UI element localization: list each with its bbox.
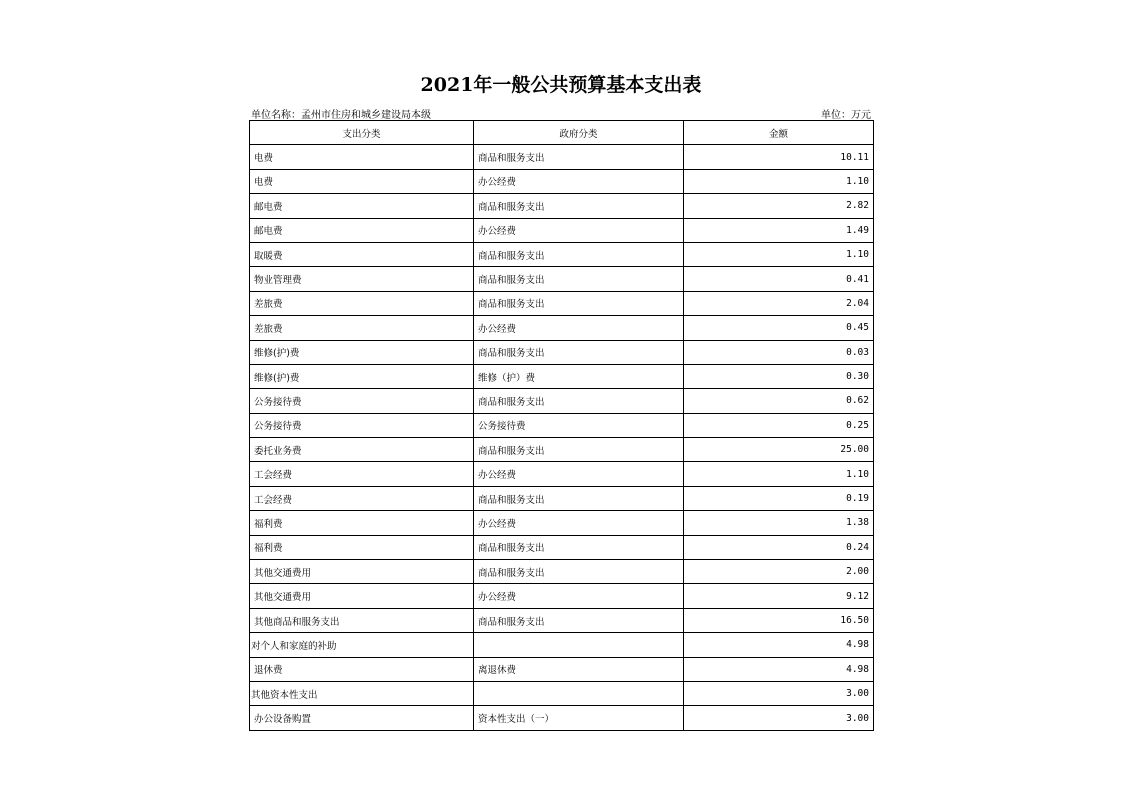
- table-row: [250, 462, 874, 486]
- cell-gov-category: 商品和服务支出: [474, 560, 684, 584]
- cell-gov-category: 商品和服务支出: [474, 486, 684, 510]
- cell-amount: 0.62: [684, 389, 874, 413]
- cell-expense-category: 物业管理费: [250, 267, 474, 291]
- table-row: [250, 389, 874, 413]
- cell-amount: 0.24: [684, 535, 874, 559]
- table-header-row: [250, 121, 874, 145]
- table-row: [250, 364, 874, 388]
- cell-expense-category: 其他资本性支出: [250, 681, 474, 705]
- cell-expense-category: 工会经费: [250, 486, 474, 510]
- cell-expense-category: 工会经费: [250, 462, 474, 486]
- cell-amount: 1.49: [684, 218, 874, 242]
- table-row: [250, 560, 874, 584]
- cell-amount: 1.10: [684, 462, 874, 486]
- cell-gov-category: 办公经费: [474, 511, 684, 535]
- cell-amount: 1.38: [684, 511, 874, 535]
- cell-expense-category: 差旅费: [250, 316, 474, 340]
- table-row: [250, 194, 874, 218]
- cell-amount: 4.98: [684, 633, 874, 657]
- table-row: [250, 511, 874, 535]
- cell-expense-category: 维修(护)费: [250, 340, 474, 364]
- cell-expense-category: 电费: [250, 145, 474, 169]
- table-row: [250, 608, 874, 632]
- cell-gov-category: 商品和服务支出: [474, 389, 684, 413]
- cell-amount: 2.00: [684, 560, 874, 584]
- table-row: [250, 657, 874, 681]
- cell-amount: 9.12: [684, 584, 874, 608]
- cell-amount: 0.25: [684, 413, 874, 437]
- cell-amount: 10.11: [684, 145, 874, 169]
- cell-gov-category: 商品和服务支出: [474, 438, 684, 462]
- header-amount: 金额: [684, 121, 874, 145]
- cell-expense-category: 取暖费: [250, 242, 474, 266]
- table-row: [250, 291, 874, 315]
- table-row: [250, 218, 874, 242]
- table-row: [250, 169, 874, 193]
- cell-amount: 2.82: [684, 194, 874, 218]
- cell-gov-category: [474, 681, 684, 705]
- table-row: [250, 145, 874, 169]
- cell-expense-category: 公务接待费: [250, 389, 474, 413]
- cell-gov-category: 商品和服务支出: [474, 242, 684, 266]
- cell-expense-category: 差旅费: [250, 291, 474, 315]
- cell-gov-category: 办公经费: [474, 316, 684, 340]
- table-row: [250, 242, 874, 266]
- cell-amount: 0.03: [684, 340, 874, 364]
- table-row: [250, 438, 874, 462]
- page-title: 2021年一般公共预算基本支出表: [420, 74, 702, 96]
- cell-gov-category: 商品和服务支出: [474, 267, 684, 291]
- cell-expense-category: 公务接待费: [250, 413, 474, 437]
- cell-gov-category: 办公经费: [474, 462, 684, 486]
- budget-table: [249, 120, 874, 731]
- cell-amount: 0.45: [684, 316, 874, 340]
- cell-expense-category: 对个人和家庭的补助: [250, 633, 474, 657]
- cell-amount: 0.30: [684, 364, 874, 388]
- cell-amount: 16.50: [684, 608, 874, 632]
- cell-gov-category: 资本性支出（一）: [474, 706, 684, 730]
- cell-amount: 4.98: [684, 657, 874, 681]
- table-row: [250, 486, 874, 510]
- cell-expense-category: 其他商品和服务支出: [250, 608, 474, 632]
- cell-expense-category: 委托业务费: [250, 438, 474, 462]
- cell-gov-category: 离退休费: [474, 657, 684, 681]
- cell-expense-category: 其他交通费用: [250, 584, 474, 608]
- table-row: [250, 316, 874, 340]
- cell-amount: 0.41: [684, 267, 874, 291]
- cell-expense-category: 福利费: [250, 511, 474, 535]
- cell-gov-category: 商品和服务支出: [474, 145, 684, 169]
- table-row: [250, 535, 874, 559]
- cell-expense-category: 邮电费: [250, 194, 474, 218]
- cell-gov-category: 商品和服务支出: [474, 535, 684, 559]
- cell-expense-category: 退休费: [250, 657, 474, 681]
- cell-gov-category: 办公经费: [474, 584, 684, 608]
- cell-expense-category: 维修(护)费: [250, 364, 474, 388]
- cell-gov-category: [474, 633, 684, 657]
- unit-name-label: 单位名称：孟州市住房和城乡建设局本级: [251, 110, 431, 121]
- table-row: [250, 584, 874, 608]
- cell-gov-category: 办公经费: [474, 169, 684, 193]
- cell-amount: 1.10: [684, 169, 874, 193]
- cell-gov-category: 办公经费: [474, 218, 684, 242]
- cell-expense-category: 电费: [250, 169, 474, 193]
- table-row: [250, 340, 874, 364]
- table-row: [250, 267, 874, 291]
- cell-gov-category: 商品和服务支出: [474, 194, 684, 218]
- cell-amount: 3.00: [684, 681, 874, 705]
- header-gov-category: 政府分类: [474, 121, 684, 145]
- unit-label: 单位：万元: [821, 110, 871, 121]
- cell-gov-category: 商品和服务支出: [474, 291, 684, 315]
- cell-expense-category: 福利费: [250, 535, 474, 559]
- table-row: [250, 633, 874, 657]
- header-expense-category: 支出分类: [250, 121, 474, 145]
- table-row: [250, 706, 874, 730]
- table-row: [250, 413, 874, 437]
- cell-expense-category: 其他交通费用: [250, 560, 474, 584]
- cell-expense-category: 邮电费: [250, 218, 474, 242]
- cell-amount: 25.00: [684, 438, 874, 462]
- cell-gov-category: 商品和服务支出: [474, 608, 684, 632]
- cell-gov-category: 商品和服务支出: [474, 340, 684, 364]
- cell-gov-category: 维修（护）费: [474, 364, 684, 388]
- cell-amount: 0.19: [684, 486, 874, 510]
- cell-amount: 2.04: [684, 291, 874, 315]
- table-row: [250, 681, 874, 705]
- cell-amount: 3.00: [684, 706, 874, 730]
- cell-amount: 1.10: [684, 242, 874, 266]
- cell-expense-category: 办公设备购置: [250, 706, 474, 730]
- cell-gov-category: 公务接待费: [474, 413, 684, 437]
